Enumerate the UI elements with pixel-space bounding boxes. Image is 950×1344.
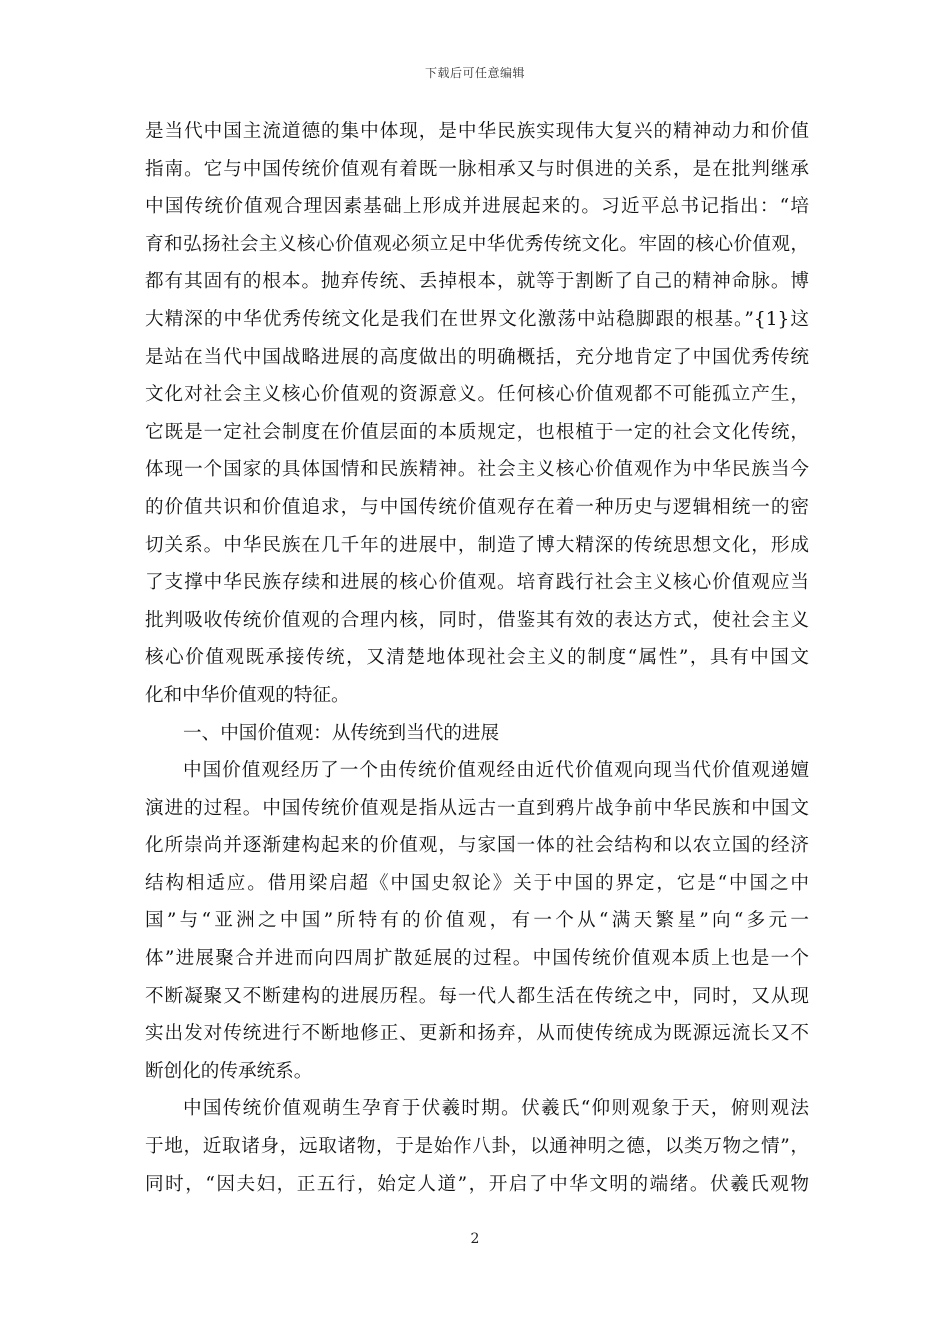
text-line: 不断凝聚又不断建构的进展历程。每一代人都生活在传统之中，同时，又从现 <box>145 985 809 1007</box>
text-line: 实出发对传统进行不断地修正、更新和扬弃，从而使传统成为既源远流长又不 <box>145 1023 809 1045</box>
text-line: 中国传统价值观合理因素基础上形成并进展起来的。习近平总书记指出：“培 <box>145 196 809 218</box>
page-header: 下载后可任意编辑 <box>424 66 525 80</box>
text-line: 指南。它与中国传统价值观有着既一脉相承又与时俱进的关系，是在批判继承 <box>145 158 809 180</box>
text-line: 是当代中国主流道德的集中体现，是中华民族实现伟大复兴的精神动力和价值 <box>145 121 809 142</box>
text-line: 体现一个国家的具体国情和民族精神。社会主义核心价值观作为中华民族当今 <box>145 459 809 481</box>
text-line: 结构相适应。借用梁启超《中国史叙论》关于中国的界定，它是“中国之中 <box>145 872 809 894</box>
text-line: 了支撑中华民族存续和进展的核心价值观。培育践行社会主义核心价值观应当 <box>145 572 809 594</box>
text-line: 体”进展聚合并进而向四周扩散延展的过程。中国传统价值观本质上也是一个 <box>145 948 809 970</box>
text-line: 文化对社会主义核心价值观的资源意义。任何核心价值观都不可能孤立产生， <box>145 384 809 406</box>
text-line: 都有其固有的根本。抛弃传统、丢掉根本，就等于割断了自己的精神命脉。博 <box>145 271 809 293</box>
text-line: 中国价值观经历了一个由传统价值观经由近代价值观向现当代价值观递嬗 <box>183 760 809 782</box>
text-line: 核心价值观既承接传统，又清楚地体现社会主义的制度“属性”，具有中国文 <box>145 647 809 669</box>
text-line: 化和中华价值观的特征。 <box>145 684 350 706</box>
text-line: 它既是一定社会制度在价值层面的本质规定，也根植于一定的社会文化传统， <box>145 421 809 443</box>
text-line: 切关系。中华民族在几千年的进展中，制造了博大精深的传统思想文化，形成 <box>145 534 809 556</box>
text-line: 化所崇尚并逐渐建构起来的价值观，与家国一体的社会结构和以农立国的经济 <box>145 835 809 857</box>
text-line: 于地，近取诸身，远取诸物，于是始作八卦，以通神明之德，以类万物之情”， <box>145 1136 809 1158</box>
text-line: 的价值共识和价值追求，与中国传统价值观存在着一种历史与逻辑相统一的密 <box>145 496 809 518</box>
text-line: 是站在当代中国战略进展的高度做出的明确概括，充分地肯定了中国优秀传统 <box>145 346 809 368</box>
text-line: 批判吸收传统价值观的合理内核，同时，借鉴其有效的表达方式，使社会主义 <box>145 609 809 631</box>
text-line: 育和弘扬社会主义核心价值观必须立足中华优秀传统文化。牢固的核心价值观， <box>145 233 809 255</box>
text-line: 一、中国价值观：从传统到当代的进展 <box>183 722 500 744</box>
text-line: 国”与“亚洲之中国”所特有的价值观，有一个从“满天繁星”向“多元一 <box>145 910 809 932</box>
body-text <box>145 113 809 1203</box>
page-number: 2 <box>470 1231 480 1247</box>
text-line: 大精深的中华优秀传统文化是我们在世界文化激荡中站稳脚跟的根基。”{1}这 <box>145 308 809 330</box>
text-line: 同时，“因夫妇，正五行，始定人道”，开启了中华文明的端绪。伏羲氏观物 <box>145 1173 809 1195</box>
text-line: 断创化的传承统系。 <box>145 1060 313 1082</box>
text-line: 演进的过程。中国传统价值观是指从远古一直到鸦片战争前中华民族和中国文 <box>145 797 809 819</box>
text-line: 中国传统价值观萌生孕育于伏羲时期。伏羲氏“仰则观象于天，俯则观法 <box>183 1098 809 1120</box>
